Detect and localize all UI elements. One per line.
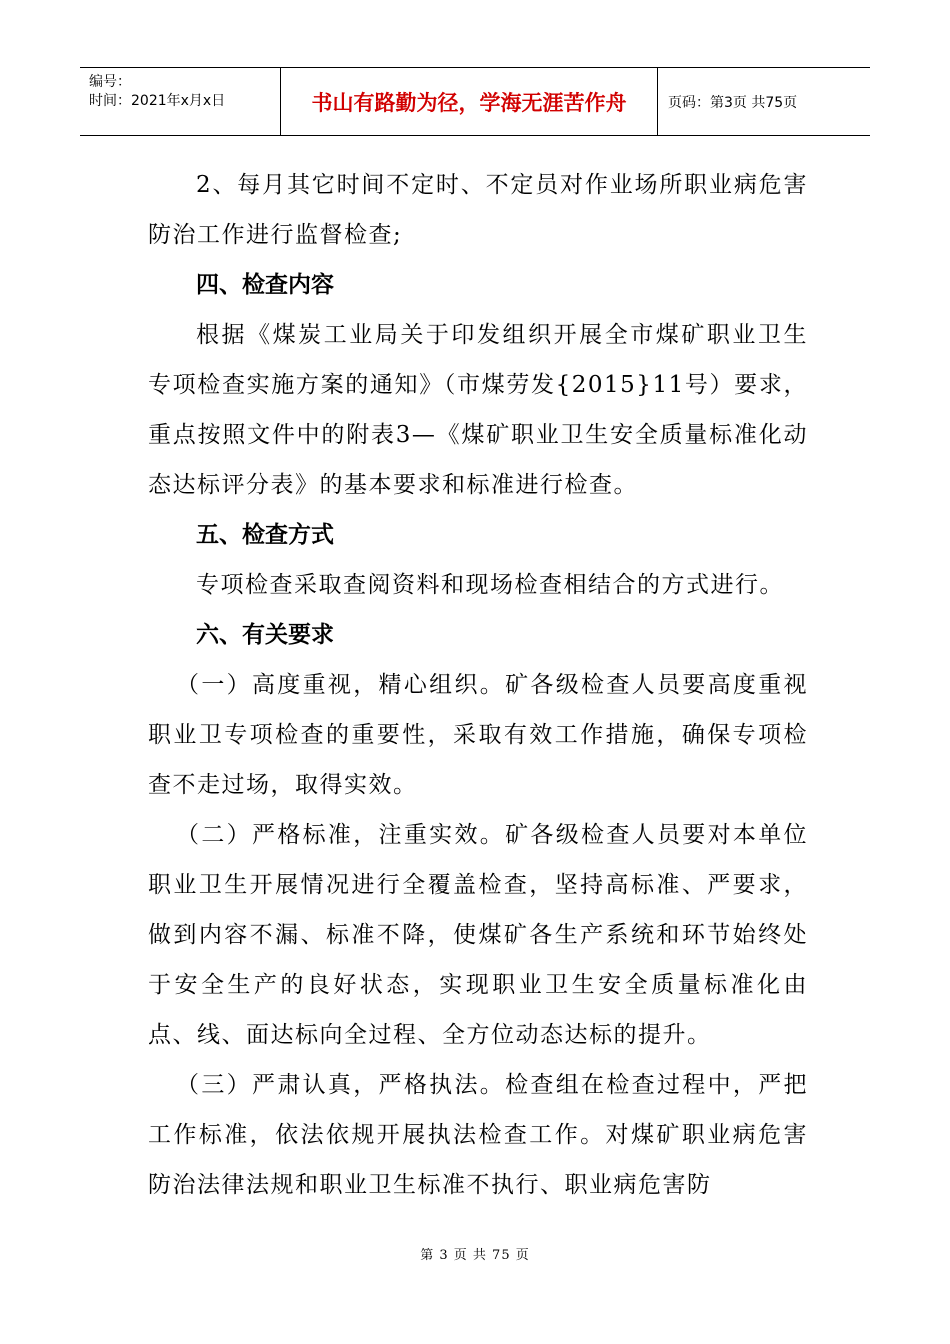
heading-check-content: 四、检查内容 [196,272,334,298]
time-label: 时间：2021年x月x日 [89,93,226,109]
header-page-info: 页码：第3页 共75页 [668,94,798,111]
paragraph-monthly-check: 2、每月其它时间不定时、不定员对作业场所职业病危害防治工作进行监督检查; [148,172,808,248]
document-header [80,67,870,136]
paragraph-requirement-2: （二）严格标准，注重实效。矿各级检查人员要对本单位职业卫生开展情况进行全覆盖检查，坚持高标准、严要求，做到内容不漏、标准不降，使煤矿各生产系统和环节始终处于安全生产的良好状态，实现职业卫生安全质量标准化由点、线、面达标向全过程、全方位动态达标的提升。 [148,822,808,1048]
document-body [148,160,808,1210]
header-meta [80,68,281,135]
page-footer: 第 3 页 共 75 页 [420,1248,530,1263]
header-motto: 书山有路勤为径，学海无涯苦作舟 [281,68,658,135]
paragraph-requirement-3: （三）严肃认真，严格执法。检查组在检查过程中，严把工作标准，依法依规开展执法检查工作。对煤矿职业病危害防治法律法规和职业卫生标准不执行、职业病危害防 [148,1072,808,1198]
number-label: 编号： [89,74,131,90]
paragraph-requirement-1: （一）高度重视，精心组织。矿各级检查人员要高度重视职业卫专项检查的重要性，采取有效工作措施，确保专项检查不走过场，取得实效。 [148,672,808,798]
heading-check-method: 五、检查方式 [196,522,334,548]
paragraph-check-content: 根据《煤炭工业局关于印发组织开展全市煤矿职业卫生专项检查实施方案的通知》（市煤劳发{2015}11号）要求，重点按照文件中的附表3—《煤矿职业卫生安全质量标准化动态达标评分表》的基本要求和标准进行检查。 [148,322,808,498]
heading-requirements: 六、有关要求 [196,622,334,648]
paragraph-check-method: 专项检查采取查阅资料和现场检查相结合的方式进行。 [196,572,784,598]
